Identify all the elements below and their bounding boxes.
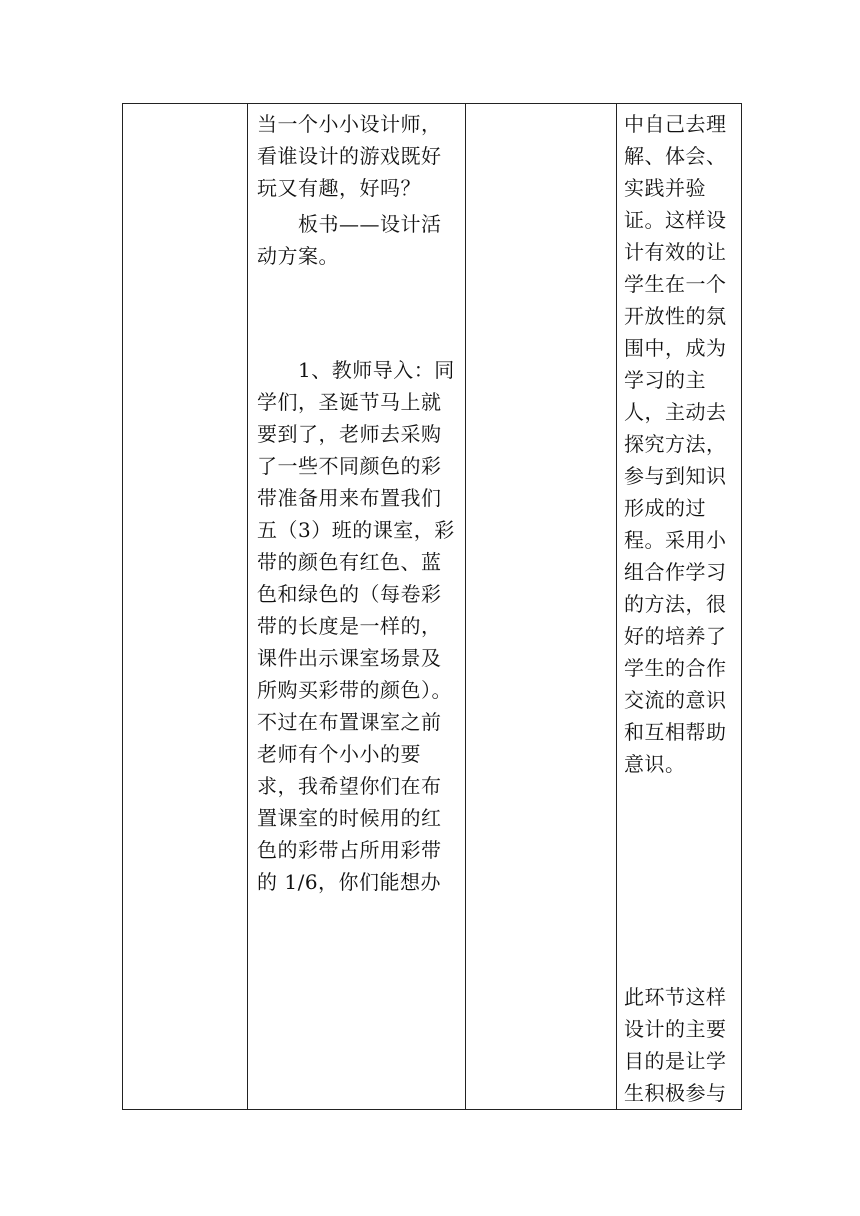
lesson-plan-table xyxy=(122,103,742,1110)
spacer xyxy=(248,272,465,350)
table-row xyxy=(123,104,742,1110)
teacher-activity-cell xyxy=(248,104,466,1110)
activity-paragraph-2: 板书——设计活 动方案。 xyxy=(257,212,442,268)
teaching-step-cell xyxy=(123,104,248,1110)
spacer xyxy=(617,780,741,977)
design-intent-cell xyxy=(617,104,742,1110)
activity-paragraph-3: 1、教师导入：同 学们，圣诞节马上就 要到了，老师去采购 了一些不同颜色的彩 带准备用来布置我们 五（3）班的课室，彩 带的颜色有红色、蓝 色和绿色的（每卷彩 带的长度是一样的， 课件出示课室场景及 所购买彩带的颜色）。 不过在布置课室之前 老师有个小小的要 求，我希望你们在布 置课室的时候用的红 色的彩带占所用彩带 的 1/6，你们能想办 xyxy=(257,358,455,894)
intent-paragraph-1: 中自己去理 解、体会、 实践并验 证。这样设 计有效的让 学生在一个 开放性的氛 围中，成为 学习的主 人，主动去 探究方法， 参与到知识 形成的过 程。采用小 组合作学习 的方法，很 好的培养了 学生的合作 交流的意识 和互相帮助 意识。 xyxy=(624,112,727,776)
intent-paragraph-2: 此环节这样 设计的主要 目的是让学 生积极参与 xyxy=(624,985,727,1105)
activity-paragraph-1: 当一个小小设计师， 看谁设计的游戏既好 玩又有趣，好吗？ xyxy=(257,112,442,200)
student-activity-cell xyxy=(466,104,617,1110)
